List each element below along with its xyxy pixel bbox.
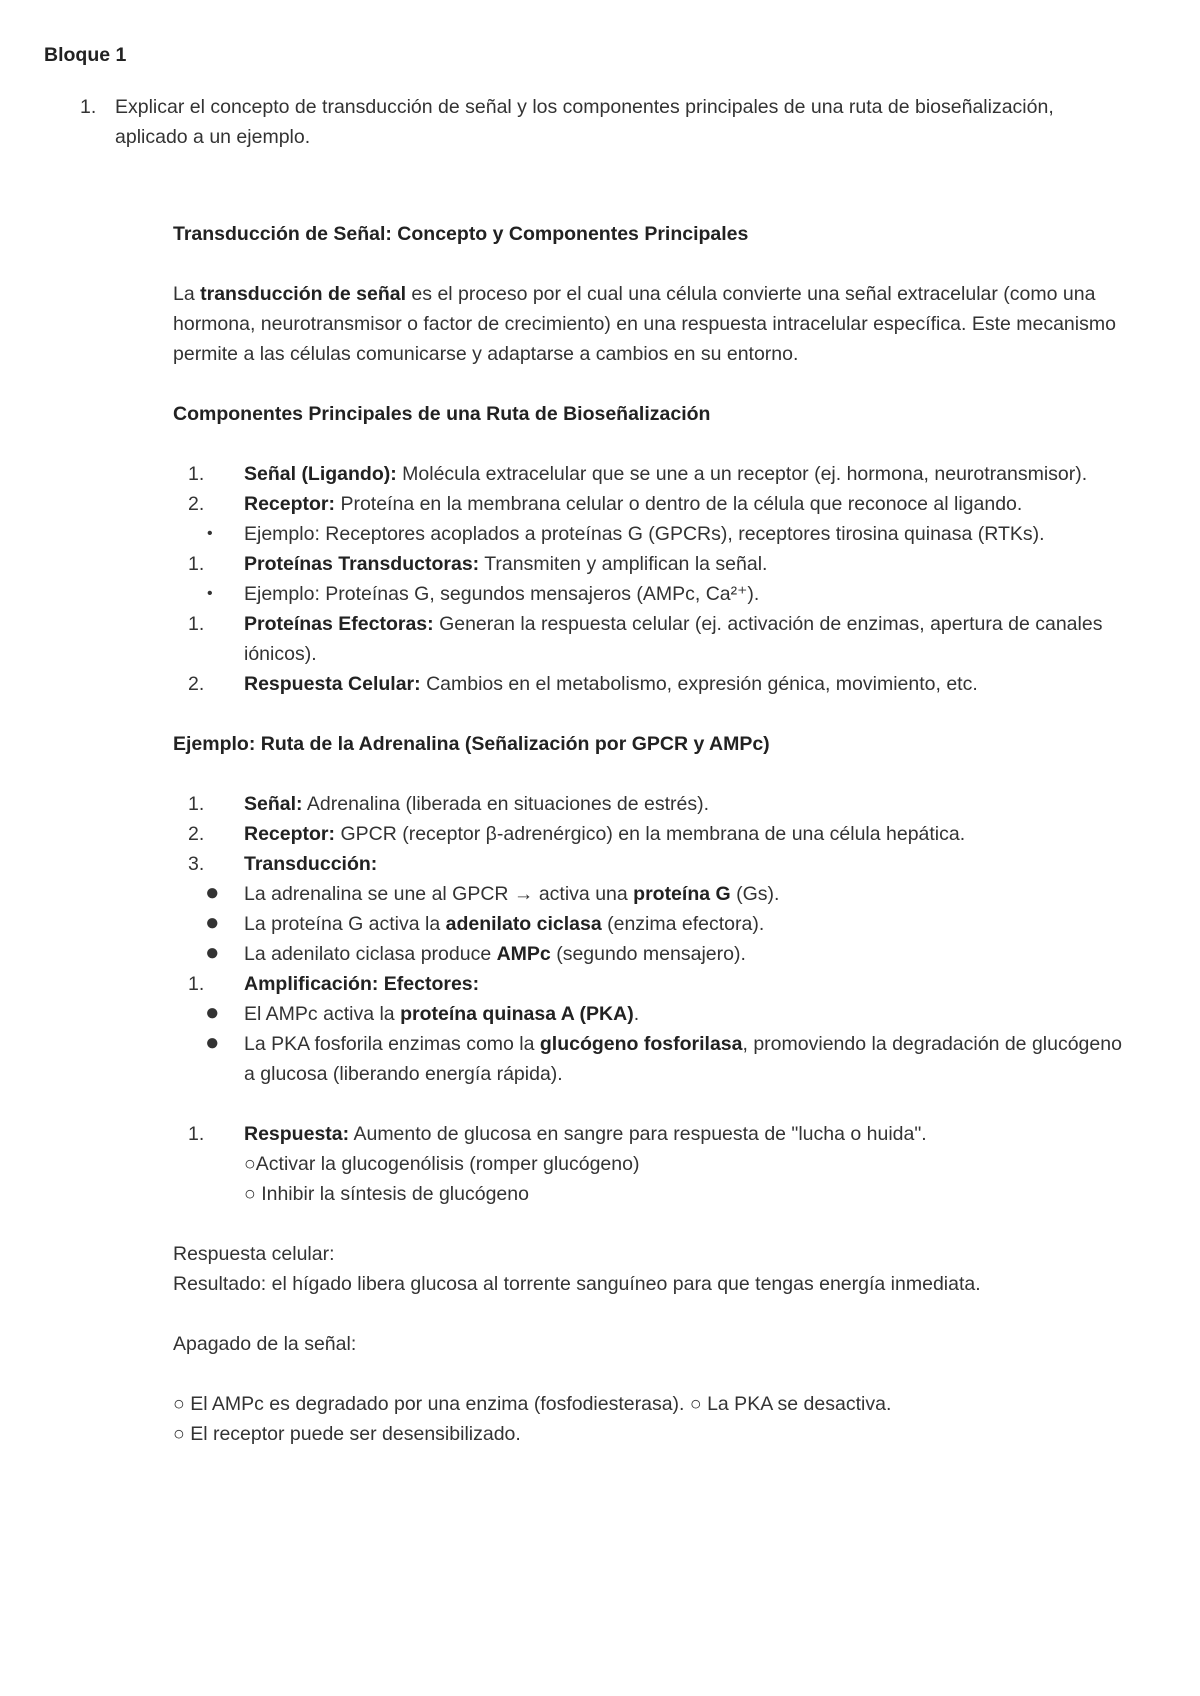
response-result: Resultado: el hígado libera glucosa al torrente sanguíneo para que tengas energía inmediata. (173, 1273, 981, 1295)
list-item: 1. Señal (Ligando): Molécula extracelular que se une a un receptor (ej. hormona, neurotransmisor). (188, 463, 1088, 485)
block-title: Bloque 1 (44, 44, 127, 66)
answer-body (173, 219, 1133, 1449)
section1-heading: Transducción de Señal: Concepto y Componentes Principales (173, 223, 749, 245)
section2-heading: Componentes Principales de una Ruta de Bioseñalización (173, 403, 711, 425)
question-number: 1. (80, 96, 97, 118)
section3-heading: Ejemplo: Ruta de la Adrenalina (Señalización por GPCR y AMPc) (173, 733, 770, 755)
list-item: 1. Proteínas Efectoras: Generan la respuesta celular (ej. activación de enzimas, apertura de canales iónicos). (188, 613, 1103, 665)
list-item: 1. Señal: Adrenalina (liberada en situaciones de estrés). (188, 793, 710, 815)
response-label: Respuesta celular: (173, 1243, 335, 1265)
list-item: 1. Proteínas Transductoras: Transmiten y amplifican la señal. (188, 553, 768, 575)
list-item: 3. Transducción: (188, 853, 378, 875)
list-item: 2. Respuesta Celular: Cambios en el metabolismo, expresión génica, movimiento, etc. (188, 673, 978, 695)
list-item: 1. Amplificación: Efectores: (188, 973, 480, 995)
list-item: ● La adenilato ciclasa produce AMPc (segundo mensajero). (205, 939, 746, 966)
shutdown-label: Apagado de la señal: (173, 1333, 357, 1355)
list-item: • Ejemplo: Receptores acoplados a proteínas G (GPCRs), receptores tirosina quinasa (RTKs). (207, 523, 1045, 545)
section1-paragraph: La transducción de señal es el proceso por el cual una célula convierte una señal extracelular (como una hormona, neurotransmisor o factor de crecimiento) en una respuesta intracelular específica. Este mecanismo permite a las células comunicarse y adaptarse a cambios en su entorno. (173, 283, 1116, 365)
list-item: • Ejemplo: Proteínas G, segundos mensajeros (AMPc, Ca²⁺). (207, 583, 760, 605)
list-item: ● La PKA fosforila enzimas como la glucógeno fosforilasa, promoviendo la degradación de glucógeno a glucosa (liberando energía rápida). (205, 1029, 1122, 1085)
shutdown-line: ○ El receptor puede ser desensibilizado. (173, 1423, 521, 1445)
list-item: 2. Receptor: GPCR (receptor β-adrenérgico) en la membrana de una célula hepática. (188, 823, 966, 845)
list-item: ● La adrenalina se une al GPCR → activa una proteína G (Gs). (205, 879, 780, 906)
list-item: ● El AMPc activa la proteína quinasa A (PKA). (205, 999, 640, 1026)
list-item: 1. Respuesta: Aumento de glucosa en sangre para respuesta de "lucha o huida". ○Activar la glucogenólisis (romper glucógeno) ○ Inhibir la síntesis de glucógeno (188, 1123, 927, 1205)
shutdown-line: ○ El AMPc es degradado por una enzima (fosfodiesterasa). ○ La PKA se desactiva. (173, 1393, 892, 1415)
list-item: 2. Receptor: Proteína en la membrana celular o dentro de la célula que reconoce al ligando. (188, 493, 1023, 515)
question-text: Explicar el concepto de transducción de señal y los componentes principales de una ruta de bioseñalización, aplicado a un ejemplo. (115, 96, 1054, 148)
list-item: ● La proteína G activa la adenilato ciclasa (enzima efectora). (205, 909, 765, 936)
